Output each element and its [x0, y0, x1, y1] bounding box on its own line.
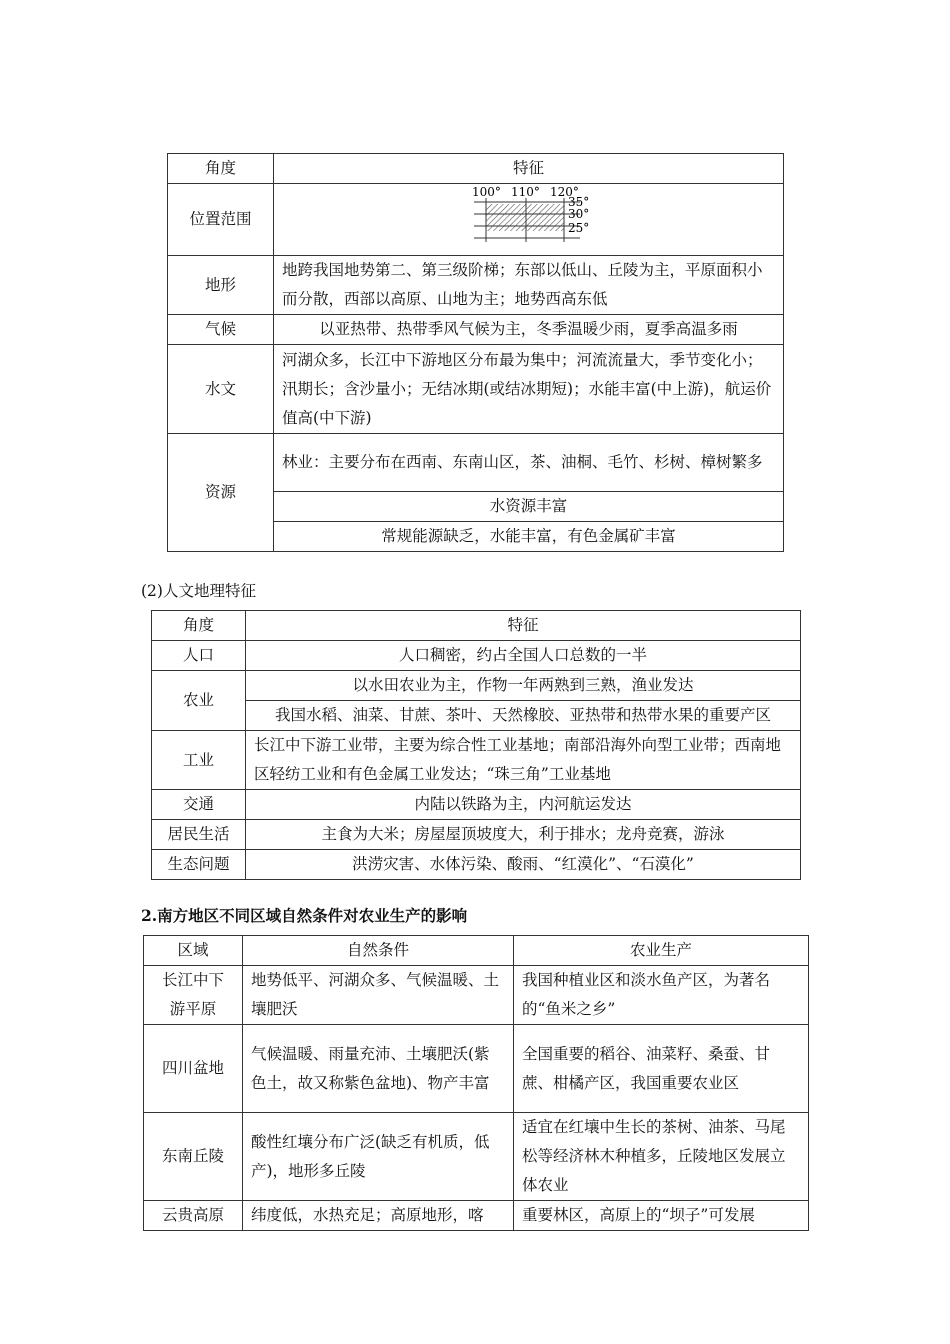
lon-label-120: 120° — [550, 186, 579, 199]
table-header-row — [144, 936, 809, 966]
table-row — [152, 850, 801, 880]
section-title-agriculture-impact: 2.南方地区不同区域自然条件对农业生产的影响 — [141, 906, 468, 925]
row-label-location: 位置范围 — [168, 184, 274, 256]
row-label-hydrology: 水文 — [168, 345, 274, 434]
table-row — [144, 1025, 809, 1113]
resource-water-text: 水资源丰富 — [274, 492, 784, 522]
lat-label-30: 30° — [568, 207, 590, 221]
header-feature: 特征 — [274, 154, 784, 184]
transport-text: 内陆以铁路为主，内河航运发达 — [246, 790, 801, 820]
section-title-human-geography: (2)人文地理特征 — [141, 582, 256, 600]
resource-forestry-text: 林业：主要分布在西南、东南山区，茶、油桐、毛竹、杉树、樟树繁多 — [274, 434, 784, 492]
lon-label-100: 100° — [472, 186, 501, 199]
regional-agriculture-table — [143, 935, 809, 1231]
table-row — [168, 256, 784, 315]
climate-text: 以亚热带、热带季风气候为主，冬季温暖少雨，夏季高温多雨 — [274, 315, 784, 345]
table-row — [152, 820, 801, 850]
agri-cell: 全国重要的稻谷、油菜籽、桑蚕、甘蔗、柑橘产区，我国重要农业区 — [514, 1025, 809, 1113]
agri-cell: 适宜在红壤中生长的茶树、油茶、马尾松等经济林木种植多，丘陵地区发展立体农业 — [514, 1113, 809, 1201]
row-label-agriculture: 农业 — [152, 671, 246, 731]
header-natural: 自然条件 — [243, 936, 514, 966]
living-text: 主食为大米；房屋屋顶坡度大，利于排水；龙舟竞赛，游泳 — [246, 820, 801, 850]
table-row — [168, 184, 784, 256]
table-row — [144, 966, 809, 1025]
population-text: 人口稠密，约占全国人口总数的一半 — [246, 641, 801, 671]
table-row — [168, 345, 784, 434]
row-label-transport: 交通 — [152, 790, 246, 820]
row-label-resources: 资源 — [168, 434, 274, 552]
row-label-climate: 气候 — [168, 315, 274, 345]
natural-cell: 地势低平、河湖众多、气候温暖、土壤肥沃 — [243, 966, 514, 1025]
table-row — [144, 1201, 809, 1231]
row-label-ecology: 生态问题 — [152, 850, 246, 880]
agriculture-text-1: 以水田农业为主，作物一年两熟到三熟，渔业发达 — [246, 671, 801, 701]
hatched-region — [486, 204, 564, 231]
human-geography-table — [151, 610, 801, 880]
agriculture-text-2: 我国水稻、油菜、甘蔗、茶叶、天然橡胶、亚热带和热带水果的重要产区 — [246, 701, 801, 731]
row-label-terrain: 地形 — [168, 256, 274, 315]
table-header-row — [168, 154, 784, 184]
row-label-industry: 工业 — [152, 731, 246, 790]
hydrology-text: 河湖众多，长江中下游地区分布最为集中；河流流量大，季节变化小；汛期长；含沙量小；无结冰期(或结冰期短)；水能丰富(中上游)，航运价值高(中下游) — [274, 345, 784, 434]
natural-cell: 气候温暖、雨量充沛、土壤肥沃(紫色土，故又称紫色盆地)、物产丰富 — [243, 1025, 514, 1113]
table-row — [152, 701, 801, 731]
lon-label-110: 110° — [511, 186, 540, 199]
region-cell: 东南丘陵 — [144, 1113, 243, 1201]
table-header-row — [152, 611, 801, 641]
region-cell: 四川盆地 — [144, 1025, 243, 1113]
location-map-diagram — [470, 186, 610, 252]
table-row — [152, 790, 801, 820]
header-angle: 角度 — [152, 611, 246, 641]
ecology-text: 洪涝灾害、水体污染、酸雨、“红漠化”、“石漠化” — [246, 850, 801, 880]
table-row — [152, 641, 801, 671]
agri-cell: 我国种植业区和淡水鱼产区，为著名的“鱼米之乡” — [514, 966, 809, 1025]
region-cell: 长江中下 游平原 — [144, 966, 243, 1025]
industry-text: 长江中下游工业带，主要为综合性工业基地；南部沿海外向型工业带；西南地区轻纺工业和有色金属工业发达；“珠三角”工业基地 — [246, 731, 801, 790]
row-label-population: 人口 — [152, 641, 246, 671]
natural-cell: 酸性红壤分布广泛(缺乏有机质，低产)，地形多丘陵 — [243, 1113, 514, 1201]
natural-geography-table — [167, 153, 784, 552]
table-row — [168, 315, 784, 345]
terrain-text: 地跨我国地势第二、第三级阶梯；东部以低山、丘陵为主，平原面积小而分散，西部以高原、山地为主；地势西高东低 — [274, 256, 784, 315]
location-map-cell — [274, 184, 784, 256]
header-agri: 农业生产 — [514, 936, 809, 966]
agri-cell: 重要林区，高原上的“坝子”可发展 — [514, 1201, 809, 1231]
resource-energy-text: 常规能源缺乏，水能丰富，有色金属矿丰富 — [274, 522, 784, 552]
table-row — [152, 731, 801, 790]
header-feature: 特征 — [246, 611, 801, 641]
header-angle: 角度 — [168, 154, 274, 184]
natural-cell: 纬度低，水热充足；高原地形，喀 — [243, 1201, 514, 1231]
table-row — [168, 434, 784, 492]
lat-label-25: 25° — [568, 221, 590, 235]
table-row — [144, 1113, 809, 1201]
lat-label-35: 35° — [568, 195, 590, 209]
header-region: 区域 — [144, 936, 243, 966]
row-label-living: 居民生活 — [152, 820, 246, 850]
region-cell: 云贵高原 — [144, 1201, 243, 1231]
table-row — [152, 671, 801, 701]
